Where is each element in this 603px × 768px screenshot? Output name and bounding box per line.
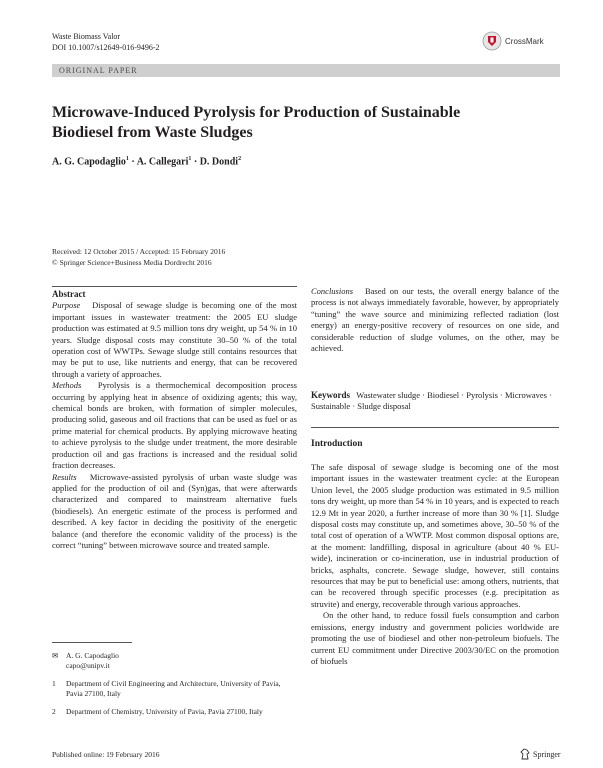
- journal-doi[interactable]: DOI 10.1007/s12649-016-9496-2: [52, 43, 160, 52]
- methods-label: Methods: [52, 380, 82, 391]
- abstract-methods: [52, 380, 297, 471]
- abstract-results: [52, 472, 297, 552]
- affiliation-number: 1: [52, 679, 56, 688]
- results-text: Microwave-assisted pyrolysis of urban waste sludge was applied for the production of oil and (Syn)gas, that were afterwards characterized and compared to mainstream alternative fuels (biodiesels). An energetic estimate of the process is performed and described. A key factor in deciding the positivity of the energetic balance (and therefore the economic validity of the process) is the correct “tuning” between microwave source and treated sample.: [52, 471, 297, 550]
- author-list: [52, 156, 241, 167]
- crossmark-icon: [482, 31, 502, 51]
- abstract-purpose: [52, 300, 297, 380]
- footnotes: [52, 642, 297, 717]
- correspondence: [52, 651, 297, 671]
- conclusions-label: Conclusions: [311, 286, 354, 296]
- author-name[interactable]: A. Callegari: [136, 156, 189, 168]
- divider: [311, 427, 559, 428]
- journal-header: [52, 31, 160, 53]
- crossmark-label: CrossMark: [505, 36, 544, 46]
- affiliation: [52, 679, 297, 699]
- keywords-text: Wastewater sludge · Biodiesel · Pyrolysis · Microwaves · Sustainable · Sludge disposal: [311, 390, 552, 412]
- conclusions-text: Based on our tests, the overall energy balance of the process is not always immediately favorable, however, by appropriately “tuning” the wave source and minimizing reflected radiation (lost energy) an energy-positive recovery of resources on one side, and considerable reduction of sludge volumes, on the other, may be achieved.: [311, 286, 559, 354]
- article-title: Microwave-Induced Pyrolysis for Production of Sustainable Biodiesel from Waste Sludges: [52, 104, 461, 141]
- author-name[interactable]: A. G. Capodaglio: [52, 156, 126, 168]
- abstract-heading: Abstract: [52, 289, 86, 299]
- introduction-body: [311, 462, 559, 667]
- divider: [52, 286, 297, 287]
- article-dates: [52, 246, 225, 268]
- divider: [52, 642, 132, 643]
- purpose-text: Disposal of sewage sludge is becoming one of the most important issues in wastewater treatment: the 2005 EU sludge production was estimated at 9.5 million tons dry weight, up 54 % in 10 years. Sludge disposal costs may constitute 30–50 % of the total operation cost of WWTPs. Sewage sludge still contains resources that may be put to use, like nutrients and energy, that can be recovered through a variety of approaches.: [52, 300, 298, 379]
- intro-paragraph: On the other hand, to reduce fossil fuels consumption and carbon emissions, energy industry and government policies worldwide are promoting the use of biodiesel and other non-petroleum biofuels. The current EU commitment under Directive 2003/30/EC on the promotion of biofuels: [311, 610, 559, 666]
- abstract-section: [52, 286, 297, 551]
- envelope-icon: ✉: [52, 651, 59, 660]
- results-label: Results: [52, 471, 77, 482]
- affiliation-text: Department of Chemistry, University of Pavia, Pavia 27100, Italy: [66, 707, 263, 716]
- affiliation-marker: 1: [188, 156, 192, 162]
- affiliation-number: 2: [52, 707, 56, 716]
- affiliation-marker: 2: [238, 156, 242, 162]
- publisher-name: Springer: [533, 749, 561, 759]
- methods-text: Pyrolysis is a thermochemical decomposition process occurring by applying heat in absence of oxidizing agents; this way, chemical bonds are broken, with formation of simpler molecules, producing solid, gaseous and oil fractions that can be used as fuel or as prime material for chemical products. By applying microwave heating to achieve pyrolysis to the sludge under treatment, the more desirable production oil and gas fractions is increased and the residual solid fraction decreases.: [52, 380, 297, 471]
- springer-horse-icon: [520, 748, 530, 760]
- author-separator: ·: [128, 156, 137, 168]
- introduction-heading: Introduction: [311, 439, 363, 449]
- keywords: [311, 390, 559, 428]
- published-online: Published online: 19 February 2016: [52, 750, 160, 759]
- crossmark-badge[interactable]: [482, 30, 560, 52]
- affiliation-marker: 1: [125, 156, 129, 162]
- author-separator: ·: [191, 156, 200, 168]
- corresponding-email[interactable]: capo@unipv.it: [66, 661, 110, 670]
- copyright-line: © Springer Science+Business Media Dordrecht 2016: [52, 258, 212, 267]
- corresponding-author: A. G. Capodaglio: [66, 651, 119, 660]
- affiliation: [52, 707, 297, 717]
- section-bar: [52, 64, 560, 77]
- purpose-label: Purpose: [52, 300, 81, 311]
- author-name[interactable]: D. Dondi: [199, 156, 239, 168]
- publisher-logo: [520, 748, 561, 760]
- abstract-conclusions: [311, 286, 559, 354]
- journal-name: Waste Biomass Valor: [52, 32, 121, 41]
- section-label: ORIGINAL PAPER: [59, 66, 138, 75]
- affiliation-text: Department of Civil Engineering and Architecture, University of Pavia, Pavia 27100, Italy: [66, 679, 281, 698]
- intro-paragraph: The safe disposal of sewage sludge is becoming one of the most important issues in the wastewater treatment cycle: at the European Union level, the 2005 sludge production was estimated in 9.5 million tons dry weight, up more than 54 % in 10 years, and is expected to reach 12.9 Mt in year 2020, a further increase of more than 30 % [1]. Sludge disposal costs may constitute up, and sometimes above, 30–50 % of the total cost of operation of a WWTP. Most common disposal options are, at the moment: landfilling, disposal in agriculture (about 40 % EU-wide), incineration or co-incineration, use in industrial production of bricks, asphalts, concrete. Sewage sludge, however, still contains resources that may be put to beneficial use: among others, nutrients, that can be recovered through specific processes (e.g. precipitation as struvite) and energy, recoverable through various approaches.: [311, 462, 559, 609]
- keywords-label: Keywords: [311, 390, 350, 400]
- received-accepted: Received: 12 October 2015 / Accepted: 15 February 2016: [52, 247, 226, 256]
